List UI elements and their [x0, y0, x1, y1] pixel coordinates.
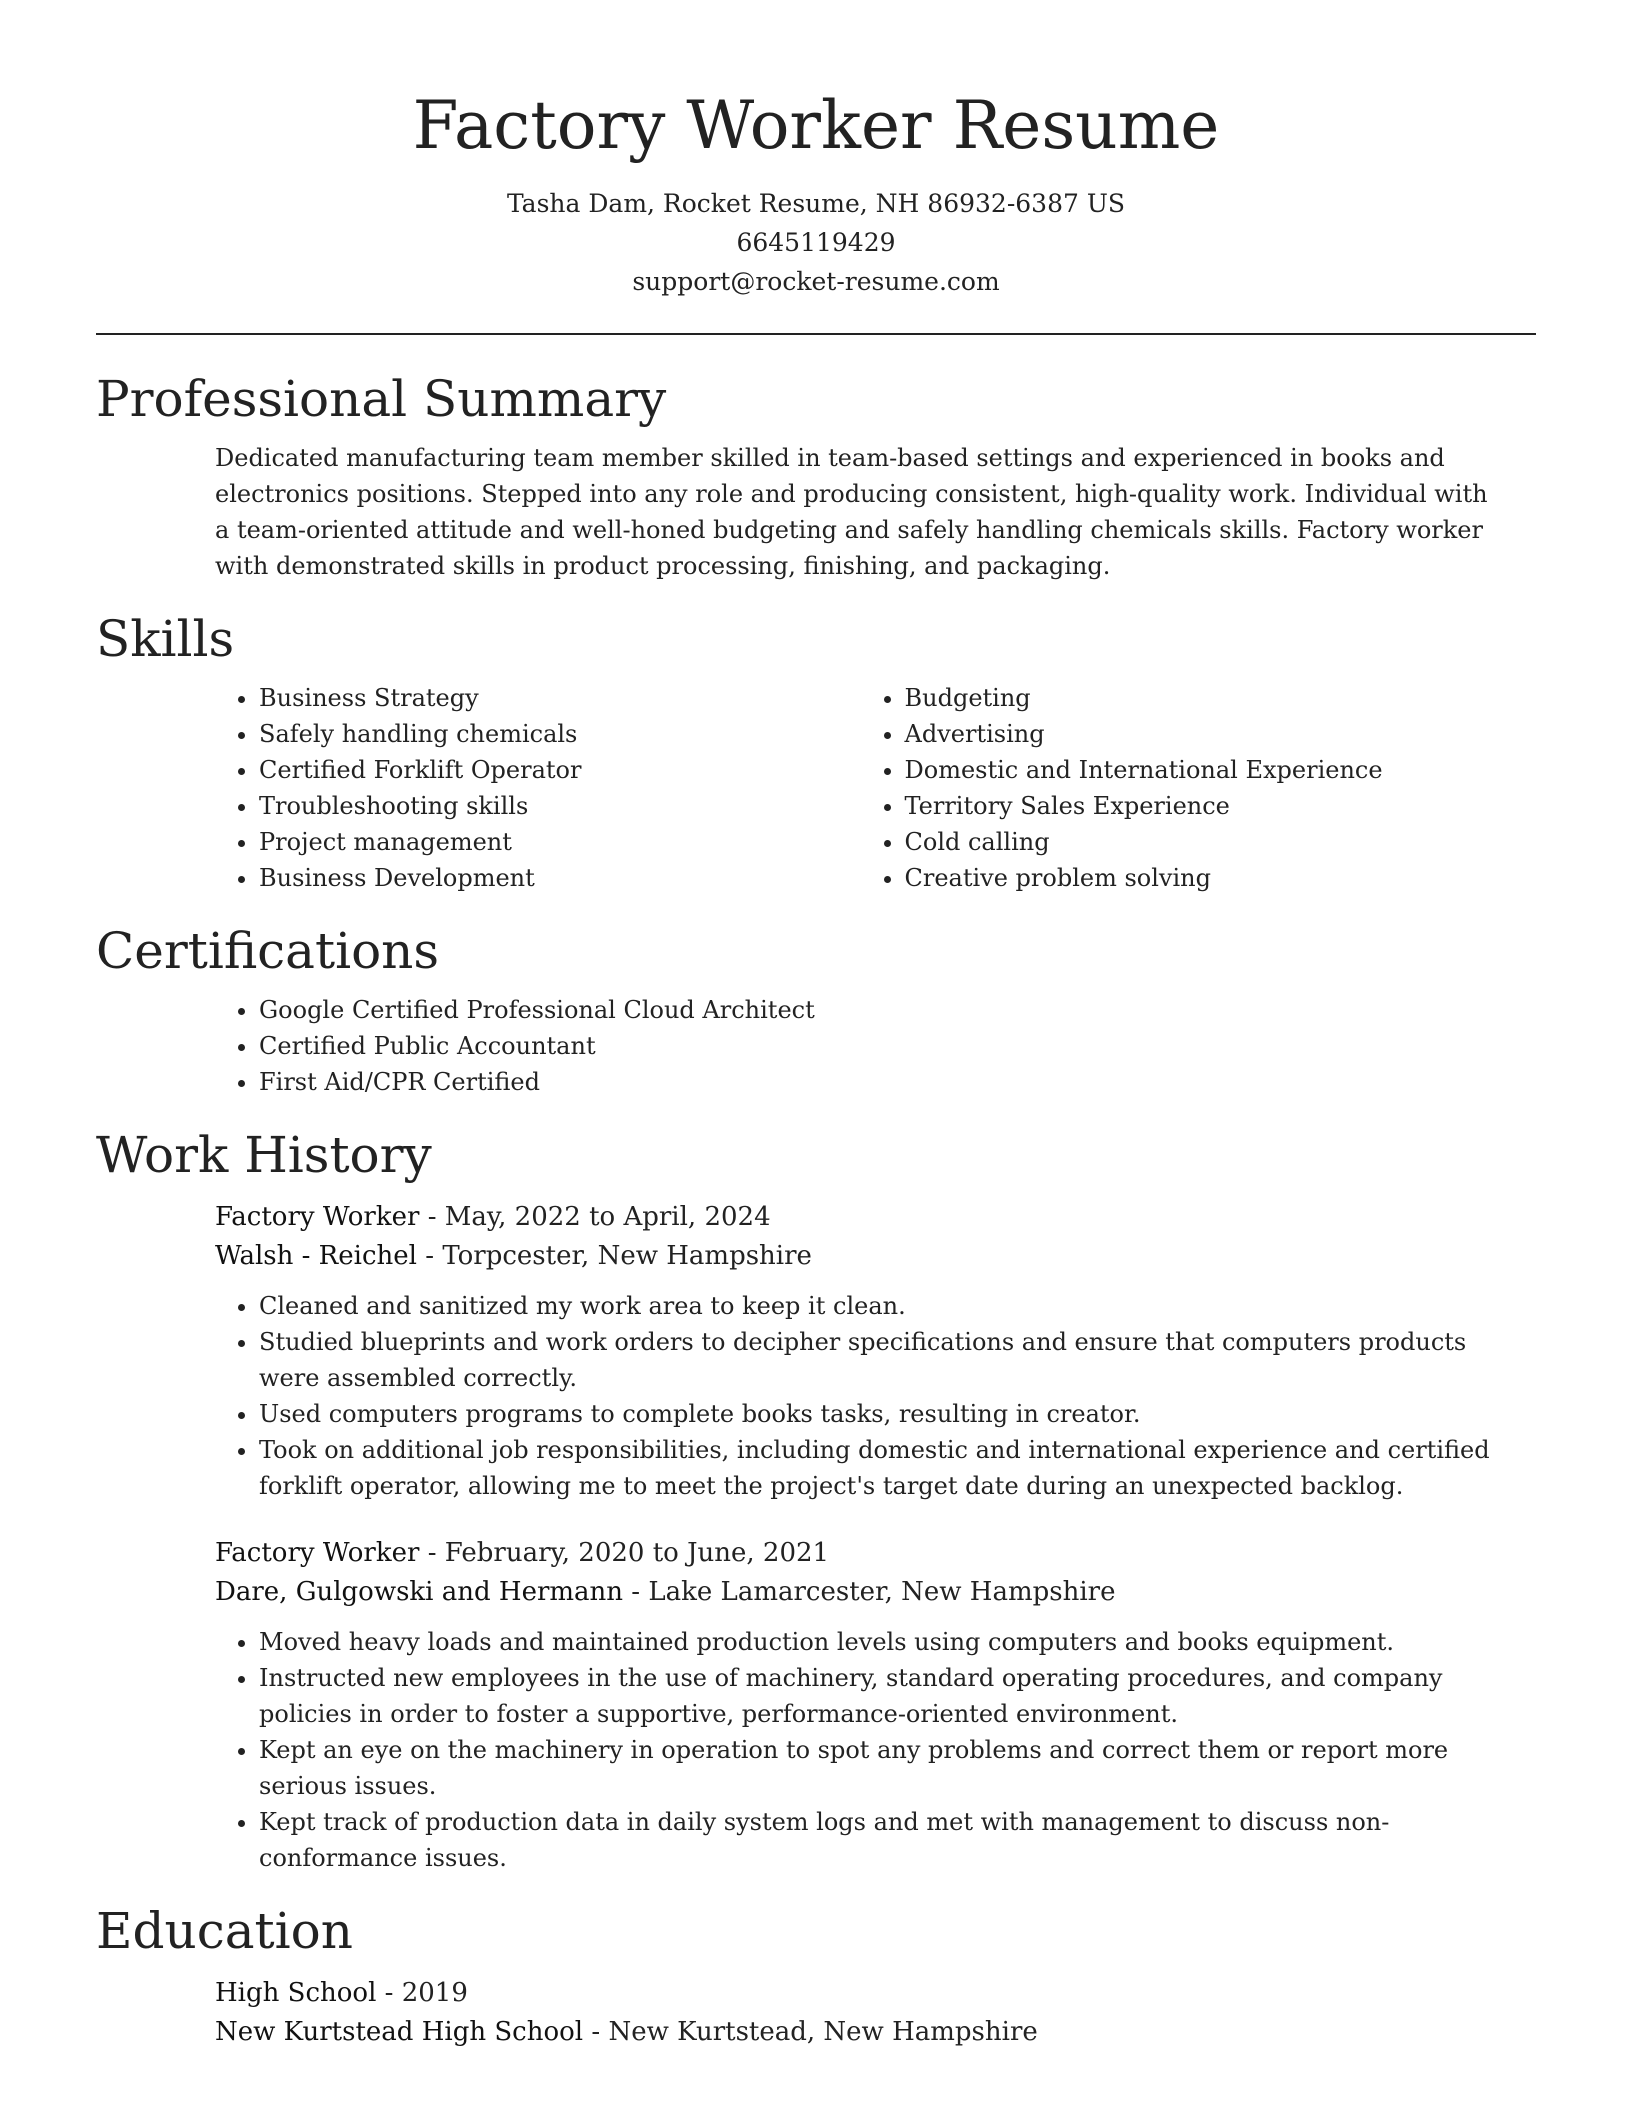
- header-divider: [96, 333, 1536, 335]
- job-bullets: [215, 1624, 1506, 1876]
- resume-page: [96, 0, 1536, 2052]
- job-location: Torpcester, New Hampshire: [442, 1241, 812, 1271]
- work-history-heading: Work History: [96, 1126, 432, 1184]
- job-company-line: [215, 1237, 1506, 1276]
- skill-item: • Business Development: [259, 860, 861, 896]
- certifications-heading: Certifications: [96, 922, 440, 980]
- job-company-line: [215, 1573, 1506, 1612]
- separator: -: [419, 1202, 445, 1232]
- skills-column-right: [861, 680, 1507, 896]
- skill-item: • Advertising: [905, 716, 1507, 752]
- certifications-section: [96, 918, 1536, 1100]
- job-location: Lake Lamarcester, New Hampshire: [648, 1577, 1116, 1607]
- summary-section: [96, 366, 1536, 584]
- separator: -: [419, 1538, 445, 1568]
- job-company: Walsh - Reichel: [215, 1241, 417, 1271]
- job-bullet: • Moved heavy loads and maintained production levels using computers and books equipment.: [259, 1624, 1506, 1660]
- job-bullet: • Used computers programs to complete books tasks, resulting in creator.: [259, 1396, 1506, 1432]
- job-bullet: • Kept an eye on the machinery in operation to spot any problems and correct them or report more serious issues.: [259, 1732, 1506, 1804]
- certifications-list: [215, 992, 1506, 1100]
- resume-title: Factory Worker Resume: [412, 87, 1220, 164]
- education-heading: Education: [96, 1902, 353, 1960]
- job-title-line: [215, 1534, 1506, 1573]
- skill-item: • Cold calling: [905, 824, 1507, 860]
- education-degree: High School: [215, 1978, 377, 2008]
- contact-phone: 6645119429: [736, 228, 896, 257]
- certification-item: • First Aid/CPR Certified: [259, 1064, 1506, 1100]
- job-title-line: [215, 1198, 1506, 1237]
- skill-item: • Business Strategy: [259, 680, 861, 716]
- skill-item: • Troubleshooting skills: [259, 788, 861, 824]
- education-year: 2019: [401, 1978, 468, 2008]
- work-history-section: [96, 1122, 1536, 1876]
- job-title: Factory Worker: [215, 1538, 420, 1568]
- skill-item: • Territory Sales Experience: [905, 788, 1507, 824]
- contact-email: support@rocket-resume.com: [632, 267, 1000, 296]
- job-title: Factory Worker: [215, 1202, 420, 1232]
- job-bullet: • Took on additional job responsibilities, including domestic and international experience and certified forklift operator, allowing me to meet the project's target date during an unexpected backlog.: [259, 1432, 1506, 1504]
- job-company: Dare, Gulgowski and Hermann: [215, 1577, 624, 1607]
- certification-item: • Google Certified Professional Cloud Architect: [259, 992, 1506, 1028]
- summary-text: Dedicated manufacturing team member skilled in team-based settings and experienced in books and electronics positions. Stepped into any role and producing consistent, high-quality work. Individual with a team-oriented attitude and well-honed budgeting and safely handling chemicals skills. Factory worker with demonstrated skills in product processing, finishing, and packaging.: [215, 444, 1488, 580]
- separator: -: [583, 2017, 609, 2047]
- education-degree-line: [215, 1974, 1506, 2013]
- job-bullets: [215, 1288, 1506, 1504]
- separator: -: [416, 1241, 443, 1271]
- education-school-line: [215, 2013, 1506, 2052]
- skill-item: • Domestic and International Experience: [905, 752, 1507, 788]
- education-section: [96, 1898, 1536, 2052]
- contact-address: Tasha Dam, Rocket Resume, NH 86932-6387 US: [506, 189, 1126, 218]
- job-bullet: • Studied blueprints and work orders to decipher specifications and ensure that computers products were assembled correctly.: [259, 1324, 1506, 1396]
- skills-columns: [215, 680, 1506, 896]
- skills-heading: Skills: [96, 610, 235, 668]
- job-bullet: • Kept track of production data in daily system logs and met with management to discuss non-conformance issues.: [259, 1804, 1506, 1876]
- education-entry: [215, 1974, 1506, 2052]
- skills-section: [96, 606, 1536, 896]
- skills-list-right: [861, 680, 1507, 896]
- job-dates: May, 2022 to April, 2024: [444, 1202, 771, 1232]
- job-bullet: • Instructed new employees in the use of machinery, standard operating procedures, and company policies in order to foster a supportive, performance-oriented environment.: [259, 1660, 1506, 1732]
- job-entry: [215, 1198, 1506, 1504]
- job-entry: [215, 1534, 1506, 1876]
- separator: -: [623, 1577, 649, 1607]
- skill-item: • Safely handling chemicals: [259, 716, 861, 752]
- education-school: New Kurtstead High School: [215, 2017, 584, 2047]
- certification-item: • Certified Public Accountant: [259, 1028, 1506, 1064]
- job-bullet: • Cleaned and sanitized my work area to keep it clean.: [259, 1288, 1506, 1324]
- skill-item: • Budgeting: [905, 680, 1507, 716]
- separator: -: [376, 1978, 402, 2008]
- education-location: New Kurtstead, New Hampshire: [608, 2017, 1038, 2047]
- skills-column-left: [215, 680, 861, 896]
- skills-list-left: [215, 680, 861, 896]
- skill-item: • Project management: [259, 824, 861, 860]
- skill-item: • Certified Forklift Operator: [259, 752, 861, 788]
- job-dates: February, 2020 to June, 2021: [444, 1538, 830, 1568]
- summary-heading: Professional Summary: [96, 370, 667, 428]
- skill-item: • Creative problem solving: [905, 860, 1507, 896]
- resume-header: [96, 0, 1536, 301]
